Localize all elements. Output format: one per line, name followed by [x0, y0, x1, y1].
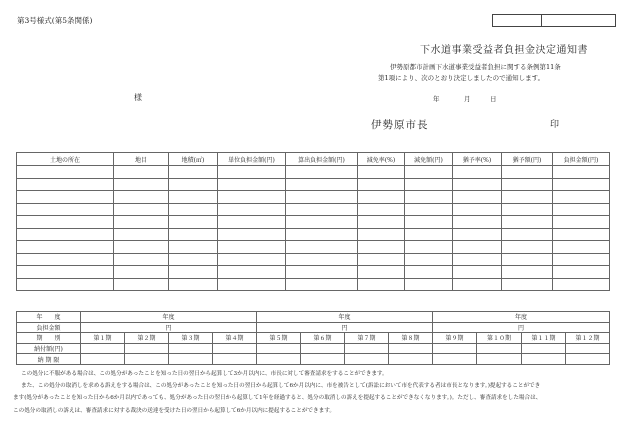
table-cell — [405, 266, 453, 279]
table-cell — [218, 216, 286, 229]
header-deferral-amount: 猶予額(円) — [502, 153, 553, 166]
table-cell — [218, 253, 286, 266]
table-cell — [286, 253, 358, 266]
table-row — [17, 266, 610, 279]
fiscal-year-cell-2: 年度 — [257, 312, 433, 323]
table-cell — [502, 216, 553, 229]
header-deferral-rate: 猶予率(%) — [453, 153, 502, 166]
table-cell — [358, 266, 405, 279]
form-number-label: 第3号様式(第5条関係) — [17, 16, 93, 25]
table-row — [17, 228, 610, 241]
due-date-cell — [566, 354, 610, 365]
table-cell — [358, 216, 405, 229]
row-label-fiscal-year: 年 度 — [17, 312, 81, 323]
table-cell — [453, 203, 502, 216]
table-cell — [502, 166, 553, 179]
table-cell — [286, 241, 358, 254]
table-cell — [286, 178, 358, 191]
due-date-cell — [345, 354, 389, 365]
fiscal-year-cell-3: 年度 — [433, 312, 610, 323]
table-cell — [358, 228, 405, 241]
header-computed-charge: 算出負担金額(円) — [286, 153, 358, 166]
table-cell — [553, 191, 610, 204]
header-charge-amount: 負担金額(円) — [553, 153, 610, 166]
table-cell — [553, 266, 610, 279]
reference-box-divider — [541, 15, 542, 26]
table-cell — [169, 228, 218, 241]
payment-due-row — [17, 354, 610, 365]
table-cell — [218, 241, 286, 254]
table-cell — [553, 228, 610, 241]
table-cell — [114, 228, 169, 241]
table-cell — [17, 178, 114, 191]
table-row — [17, 216, 610, 229]
header-land-category: 地目 — [114, 153, 169, 166]
table-cell — [553, 278, 610, 291]
table-cell — [169, 253, 218, 266]
due-date-cell — [433, 354, 477, 365]
table-cell — [405, 191, 453, 204]
assessment-table — [16, 152, 610, 291]
table-row — [17, 178, 610, 191]
charge-amount-cell-3: 円 — [433, 322, 610, 333]
payment-year-row — [17, 312, 610, 323]
table-cell — [169, 191, 218, 204]
table-row — [17, 203, 610, 216]
table-cell — [17, 216, 114, 229]
payment-schedule-table — [16, 311, 610, 365]
notice-line-1: この処分に不服がある場合は、この処分があったことを知った日の翌日から起算して3か月以内に、市長に対して審査請求をすることができます。 — [21, 371, 388, 377]
header-reduction-rate: 減免率(%) — [358, 153, 405, 166]
table-cell — [114, 266, 169, 279]
date-day-label: 日 — [490, 95, 497, 103]
table-cell — [405, 203, 453, 216]
table-cell — [218, 203, 286, 216]
payment-cell — [522, 343, 566, 354]
payment-cell — [345, 343, 389, 354]
addressee-honorific: 様 — [134, 93, 142, 102]
due-date-cell — [257, 354, 301, 365]
payment-cell — [433, 343, 477, 354]
table-cell — [358, 203, 405, 216]
table-cell — [218, 228, 286, 241]
intro-text-line-1: 伊勢原都市計画下水道事業受益者負担に関する条例第11条 — [390, 63, 561, 71]
table-cell — [453, 166, 502, 179]
fiscal-year-cell-1: 年度 — [81, 312, 257, 323]
table-cell — [358, 241, 405, 254]
charge-amount-cell-1: 円 — [81, 322, 257, 333]
table-cell — [17, 228, 114, 241]
table-cell — [405, 178, 453, 191]
payment-cell — [213, 343, 257, 354]
intro-text-line-2: 第1項により、次のとおり決定しましたので通知します。 — [378, 74, 545, 82]
table-cell — [17, 241, 114, 254]
table-cell — [286, 228, 358, 241]
table-cell — [169, 241, 218, 254]
header-unit-charge: 単位負担金額(円) — [218, 153, 286, 166]
table-cell — [114, 166, 169, 179]
table-cell — [453, 191, 502, 204]
header-area: 地積(㎡) — [169, 153, 218, 166]
period-8: 第８期 — [389, 333, 433, 344]
date-month-label: 月 — [464, 95, 471, 103]
table-cell — [358, 253, 405, 266]
document-title: 下水道事業受益者負担金決定通知書 — [420, 45, 588, 56]
table-cell — [553, 216, 610, 229]
table-cell — [405, 241, 453, 254]
table-cell — [17, 203, 114, 216]
table-cell — [114, 241, 169, 254]
payment-cell — [257, 343, 301, 354]
table-row — [17, 241, 610, 254]
table-cell — [169, 216, 218, 229]
table-row — [17, 166, 610, 179]
date-year-label: 年 — [433, 95, 440, 103]
table-cell — [358, 191, 405, 204]
table-cell — [17, 266, 114, 279]
due-date-cell — [125, 354, 169, 365]
table-row — [17, 191, 610, 204]
due-date-cell — [301, 354, 345, 365]
table-cell — [502, 241, 553, 254]
table-cell — [453, 178, 502, 191]
charge-amount-cell-2: 円 — [257, 322, 433, 333]
table-cell — [453, 253, 502, 266]
table-cell — [502, 278, 553, 291]
notice-line-2: また、この処分の取消しを求める訴えをする場合は、この処分があったことを知った日の翌日から起算して6か月以内に、市を被告として(訴訟において市を代表する者は市長となります。)提起することができ — [21, 383, 541, 390]
table-cell — [286, 266, 358, 279]
table-cell — [553, 166, 610, 179]
table-cell — [286, 166, 358, 179]
period-6: 第６期 — [301, 333, 345, 344]
table-row — [17, 253, 610, 266]
seal-mark: 印 — [550, 120, 560, 130]
row-label-payment-amount: 納付額(円) — [17, 343, 81, 354]
table-row — [17, 278, 610, 291]
period-10: 第１０期 — [477, 333, 522, 344]
period-9: 第９期 — [433, 333, 477, 344]
table-cell — [358, 166, 405, 179]
table-cell — [502, 203, 553, 216]
table-cell — [453, 266, 502, 279]
issuer-name: 伊勢原市長 — [371, 119, 429, 131]
table-cell — [553, 178, 610, 191]
period-11: 第１１期 — [522, 333, 566, 344]
table-cell — [405, 278, 453, 291]
notice-line-3: ます(処分があったことを知った日から6か月以内であっても、処分があった日の翌日から起算して1年を経過すると、処分の取消しの訴えを提起することができなくなります。)。ただし、審査請求をした場合は、 — [13, 395, 542, 402]
table-cell — [553, 253, 610, 266]
table-cell — [114, 178, 169, 191]
payment-cell — [389, 343, 433, 354]
period-3: 第３期 — [169, 333, 213, 344]
table-cell — [286, 191, 358, 204]
table-cell — [553, 241, 610, 254]
assessment-table-header — [17, 153, 610, 166]
header-location: 土地の所在 — [17, 153, 114, 166]
header-reduction-amount: 減免額(円) — [405, 153, 453, 166]
table-cell — [114, 191, 169, 204]
table-cell — [453, 241, 502, 254]
row-label-due-date: 納 期 限 — [17, 354, 81, 365]
table-cell — [453, 278, 502, 291]
period-7: 第７期 — [345, 333, 389, 344]
payment-cell — [566, 343, 610, 354]
period-1: 第１期 — [81, 333, 125, 344]
payment-cell — [125, 343, 169, 354]
table-cell — [453, 216, 502, 229]
table-cell — [218, 278, 286, 291]
due-date-cell — [477, 354, 522, 365]
payment-amount-row — [17, 322, 610, 333]
table-cell — [218, 178, 286, 191]
due-date-cell — [522, 354, 566, 365]
table-cell — [286, 216, 358, 229]
payment-cell — [81, 343, 125, 354]
table-cell — [114, 253, 169, 266]
table-cell — [169, 266, 218, 279]
payment-cell — [169, 343, 213, 354]
table-cell — [169, 278, 218, 291]
row-label-charge-amount: 負担金額 — [17, 322, 81, 333]
reference-number-box — [492, 14, 616, 27]
table-cell — [17, 253, 114, 266]
table-cell — [358, 178, 405, 191]
row-label-period: 期 別 — [17, 333, 81, 344]
table-cell — [114, 203, 169, 216]
payment-paid-row — [17, 343, 610, 354]
payment-cell — [477, 343, 522, 354]
table-cell — [502, 228, 553, 241]
table-cell — [169, 166, 218, 179]
table-cell — [169, 178, 218, 191]
table-cell — [553, 203, 610, 216]
period-4: 第４期 — [213, 333, 257, 344]
table-cell — [114, 216, 169, 229]
table-cell — [169, 203, 218, 216]
table-cell — [405, 253, 453, 266]
table-cell — [502, 178, 553, 191]
table-cell — [286, 203, 358, 216]
payment-period-row — [17, 333, 610, 344]
table-cell — [453, 228, 502, 241]
table-cell — [502, 266, 553, 279]
table-cell — [405, 228, 453, 241]
table-cell — [17, 278, 114, 291]
assessment-table-body — [17, 166, 610, 291]
table-cell — [358, 278, 405, 291]
due-date-cell — [81, 354, 125, 365]
table-cell — [218, 166, 286, 179]
table-cell — [218, 266, 286, 279]
table-cell — [405, 216, 453, 229]
table-cell — [17, 191, 114, 204]
table-cell — [114, 278, 169, 291]
table-cell — [218, 191, 286, 204]
table-cell — [17, 166, 114, 179]
due-date-cell — [389, 354, 433, 365]
table-cell — [502, 191, 553, 204]
period-2: 第２期 — [125, 333, 169, 344]
table-cell — [502, 253, 553, 266]
table-cell — [405, 166, 453, 179]
period-12: 第１２期 — [566, 333, 610, 344]
notice-line-4: この処分の取消しの訴えは、審査請求に対する裁決の送達を受けた日の翌日から起算して6か月以内に提起することができます。 — [13, 407, 335, 414]
due-date-cell — [213, 354, 257, 365]
table-cell — [286, 278, 358, 291]
period-5: 第５期 — [257, 333, 301, 344]
appeal-notice — [13, 368, 625, 417]
due-date-cell — [169, 354, 213, 365]
payment-cell — [301, 343, 345, 354]
